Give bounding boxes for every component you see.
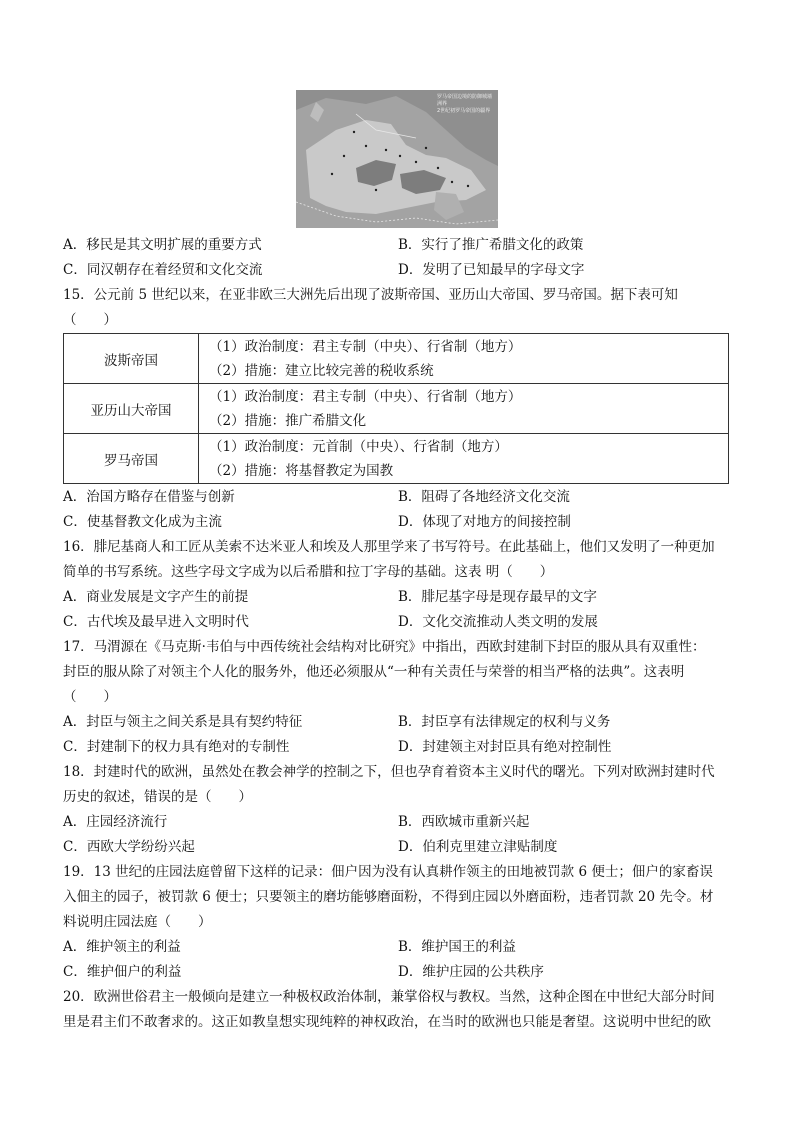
q17-stem-line-1: 17．马渭源在《马克斯·韦伯与中西传统社会结构对比研究》中指出，西欧封建制下封臣的服从具有双重性： [63,639,706,655]
q16-stem-line-1: 16．腓尼基商人和工匠从美索不达米亚人和埃及人那里学来了书写符号。在此基础上，他们又发明了一种更加 [63,539,715,555]
q16-option-d[interactable]: D．文化交流推动人类文明的发展 [398,614,598,630]
legend-item: 2世纪初罗马帝国的疆界 [436,108,491,114]
q15-option-c[interactable]: C．使基督教文化成为主流 [63,514,222,530]
q20-stem-line-2: 里是君主们不敢奢求的。这正如教皇想实现纯粹的神权政治，在当时的欧洲也只能是奢望。这说明中世纪的欧 [63,1014,711,1030]
detail-line: （1）政治制度：君主专制（中央）、行省制（地方） [209,338,522,355]
q15-option-d[interactable]: D．体现了对地方的间接控制 [398,514,571,530]
detail-line: （2）措施：推广希腊文化 [209,412,367,429]
detail-line: （2）措施：建立比较完善的税收系统 [209,362,434,379]
q19-stem-line-2: 入佃主的园子，被罚款 6 便士；只要领主的磨坊能够磨面粉，不得到庄园以外磨面粉，违者罚款 20 先令。材 [63,889,714,905]
q15-stem-line-1: 15．公元前 5 世纪以来，在亚非欧三大洲先后出现了波斯帝国、亚历山大帝国、罗马帝国。据下表可知 [63,287,678,303]
q14-option-a[interactable]: A．移民是其文明扩展的重要方式 [63,237,262,253]
table-cell-detail [199,384,729,434]
q19-option-a[interactable]: A．维护领主的利益 [63,939,181,955]
q18-option-c[interactable]: C．西欧大学纷纷兴起 [63,839,195,855]
q17-option-a[interactable]: A．封臣与领主之间关系是具有契约特征 [63,714,303,730]
q19-option-c[interactable]: C．维护佃户的利益 [63,964,182,980]
q17-option-c[interactable]: C．封建制下的权力具有绝对的专制性 [63,739,290,755]
q16-option-a[interactable]: A．商业发展是文字产生的前提 [63,589,249,605]
q15-stem-line-2: （ ） [63,312,117,328]
detail-line: （1）政治制度：元首制（中央）、行省制（地方） [209,438,508,455]
table-cell-empire: 波斯帝国 [64,334,199,384]
table-cell-empire: 罗马帝国 [64,434,199,484]
q15-option-b[interactable]: B．阻碍了各地经济文化交流 [398,489,570,505]
q16-option-b[interactable]: B．腓尼基字母是现存最早的文字 [398,589,597,605]
q14-option-b[interactable]: B．实行了推广希腊文化的政策 [398,237,584,253]
q19-stem-line-1: 19．13 世纪的庄园法庭曾留下这样的记录：佃户因为没有认真耕作领主的田地被罚款 6 便士；佃户的家畜误 [63,864,713,880]
table-cell-detail [199,334,729,384]
q17-option-b[interactable]: B．封臣享有法律规定的权利与义务 [398,714,611,730]
q17-option-d[interactable]: D．封建领主对封臣具有绝对控制性 [398,739,612,755]
detail-line: （2）措施：将基督教定为国教 [209,462,394,479]
q19-option-d[interactable]: D．维护庄园的公共秩序 [398,964,544,980]
q18-option-a[interactable]: A．庄园经济流行 [63,814,168,830]
q14-option-d[interactable]: D．发明了已知最早的字母文字 [398,262,585,278]
q16-stem-line-2: 简单的书写系统。这些字母文字成为以后希腊和拉丁字母的基础。这表 明（ ） [63,564,554,580]
q18-stem-line-2: 历史的叙述，错误的是（ ） [63,789,252,805]
roman-empire-map [296,90,498,228]
legend-item: 洲界 [436,101,447,107]
q18-option-b[interactable]: B．西欧城市重新兴起 [398,814,530,830]
q16-option-c[interactable]: C．古代埃及最早进入文明时代 [63,614,249,630]
q19-stem-line-3: 料说明庄园法庭（ ） [63,914,212,930]
q19-option-b[interactable]: B．维护国王的利益 [398,939,516,955]
table-row [64,384,729,434]
q15-empire-table [63,333,729,484]
q17-stem-line-2: 封臣的服从除了对领主个人化的服务外，他还必须服从“一种有关责任与荣誉的相当严格的法典”。这表明 [63,664,685,680]
map-legend [437,94,492,115]
detail-line: （1）政治制度：君主专制（中央）、行省制（地方） [209,388,522,405]
legend-item: 罗马帝国边境的防御城墙 [436,94,492,100]
q14-option-c[interactable]: C．同汉朝存在着经贸和文化交流 [63,262,263,278]
table-cell-empire: 亚历山大帝国 [64,384,199,434]
table-row [64,434,729,484]
q18-stem-line-1: 18．封建时代的欧洲，虽然处在教会神学的控制之下，但也孕育着资本主义时代的曙光。下列对欧洲封建时代 [63,764,715,780]
table-cell-detail [199,434,729,484]
q15-option-a[interactable]: A．治国方略存在借鉴与创新 [63,489,235,505]
q18-option-d[interactable]: D．伯利克里建立津贴制度 [398,839,558,855]
q20-stem-line-1: 20．欧洲世俗君主一般倾向是建立一种极权政治体制，兼掌俗权与教权。当然，这种企图在中世纪大部分时间 [63,989,715,1005]
q17-stem-line-3: （ ） [63,689,117,705]
table-row [64,334,729,384]
